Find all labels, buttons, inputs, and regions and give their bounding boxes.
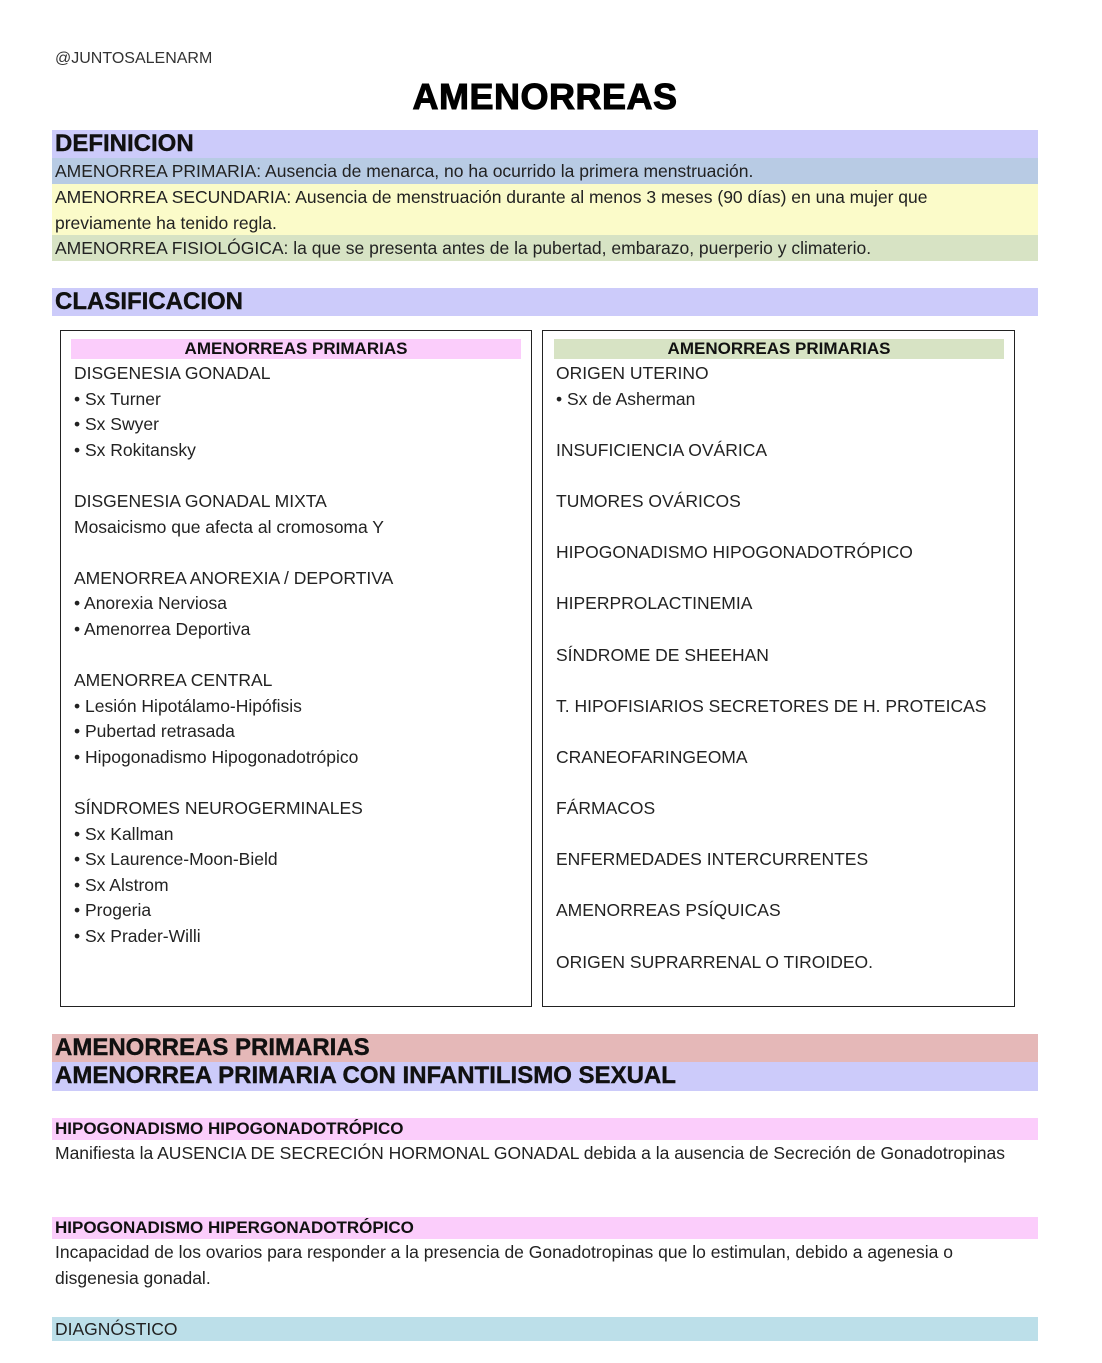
list-group-title: HIPERPROLACTINEMIA	[556, 593, 753, 614]
list-bullet-item: • Anorexia Nerviosa	[74, 593, 228, 614]
list-group-title: SÍNDROMES NEUROGERMINALES	[74, 798, 363, 819]
spacer	[556, 771, 986, 797]
list-group-title: AMENORREAS PSÍQUICAS	[556, 900, 781, 921]
def-fisiologica: AMENORREA FISIOLÓGICA: la que se presenta antes de la pubertad, embarazo, puerperio y climaterio.	[52, 235, 1038, 261]
list-bullet-item: • Sx Prader-Willi	[74, 926, 201, 947]
spacer	[556, 873, 986, 899]
spacer	[556, 566, 986, 592]
spacer	[556, 668, 986, 694]
spacer	[74, 771, 393, 797]
list-group-title: T. HIPOFISIARIOS SECRETORES DE H. PROTEICAS	[556, 695, 987, 716]
list-group-title: INSUFICIENCIA OVÁRICA	[556, 439, 768, 460]
spacer	[74, 643, 393, 669]
spacer	[556, 924, 986, 950]
infantilismo-heading: AMENORREA PRIMARIA CON INFANTILISMO SEXUAL	[52, 1062, 1038, 1091]
def-primaria: AMENORREA PRIMARIA: Ausencia de menarca, no ha ocurrido la primera menstruación.	[52, 158, 1038, 184]
list-bullet-item: • Amenorrea Deportiva	[74, 618, 251, 639]
hipogonadotropico-text: Manifiesta la AUSENCIA DE SECRECIÓN HORMONAL GONADAL debida a la ausencia de Secreción de Gonadotropinas	[55, 1143, 1005, 1163]
right-list	[556, 361, 986, 975]
author-handle: @JUNTOSALENARM	[55, 50, 213, 67]
primarias-heading: AMENORREAS PRIMARIAS	[52, 1034, 1038, 1062]
list-bullet-item: • Pubertad retrasada	[74, 721, 235, 742]
right-classification-box	[542, 330, 1015, 1007]
clasificacion-heading: CLASIFICACION	[52, 288, 1038, 316]
left-classification-box	[60, 330, 532, 1007]
list-bullet-item: • Sx Swyer	[74, 414, 159, 435]
list-group-title: AMENORREA CENTRAL	[74, 670, 273, 691]
spacer	[556, 463, 986, 489]
list-bullet-item: • Sx Laurence-Moon-Bield	[74, 849, 278, 870]
list-group-title: ORIGEN SUPRARRENAL O TIROIDEO.	[556, 951, 873, 972]
list-group-title: HIPOGONADISMO HIPOGONADOTRÓPICO	[556, 542, 913, 563]
list-bullet-item: • Sx Turner	[74, 388, 161, 409]
spacer	[74, 540, 393, 566]
spacer	[556, 822, 986, 848]
page-title: AMENORREAS	[412, 76, 678, 117]
left-list	[74, 361, 393, 950]
list-group-title: CRANEOFARINGEOMA	[556, 746, 748, 767]
spacer	[556, 515, 986, 541]
spacer	[556, 719, 986, 745]
list-bullet-item: • Sx Alstrom	[74, 874, 169, 895]
right-box-header: AMENORREAS PRIMARIAS	[554, 339, 1004, 359]
list-group-title: TUMORES OVÁRICOS	[556, 490, 741, 511]
diagnostico-heading: DIAGNÓSTICO	[52, 1317, 1038, 1341]
list-group-title: ORIGEN UTERINO	[556, 363, 709, 383]
spacer	[556, 412, 986, 438]
list-bullet-item: • Sx de Asherman	[556, 388, 696, 409]
list-bullet-item: • Sx Kallman	[74, 823, 174, 844]
list-bullet-item: • Sx Rokitansky	[74, 439, 196, 460]
spacer	[556, 617, 986, 643]
list-bullet-item: • Progeria	[74, 900, 152, 921]
def-secundaria: AMENORREA SECUNDARIA: Ausencia de menstruación durante al menos 3 meses (90 días) en una mujer que previamente ha tenido regla.	[52, 184, 1038, 235]
hipogonadotropico-title: HIPOGONADISMO HIPOGONADOTRÓPICO	[52, 1118, 1038, 1140]
list-bullet-item: • Lesión Hipotálamo-Hipófisis	[74, 695, 302, 716]
list-group-title: ENFERMEDADES INTERCURRENTES	[556, 849, 869, 870]
list-group-title: SÍNDROME DE SHEEHAN	[556, 644, 769, 665]
list-group-title: DISGENESIA GONADAL MIXTA	[74, 490, 327, 511]
list-group-title: AMENORREA ANOREXIA / DEPORTIVA	[74, 567, 394, 588]
hipergonadotropico-title: HIPOGONADISMO HIPERGONADOTRÓPICO	[52, 1217, 1038, 1239]
spacer	[74, 463, 393, 489]
left-box-header: AMENORREAS PRIMARIAS	[71, 339, 521, 359]
definicion-heading: DEFINICION	[52, 130, 1038, 158]
list-group-title: FÁRMACOS	[556, 798, 656, 819]
list-bullet-item: • Hipogonadismo Hipogonadotrópico	[74, 746, 359, 767]
list-group-title: Mosaicismo que afecta al cromosoma Y	[74, 516, 384, 537]
hipergonadotropico-text: Incapacidad de los ovarios para responder a la presencia de Gonadotropinas que lo estimulan, debido a agenesia o disgenesia gonadal.	[55, 1242, 953, 1288]
list-group-title: DISGENESIA GONADAL	[74, 363, 271, 383]
